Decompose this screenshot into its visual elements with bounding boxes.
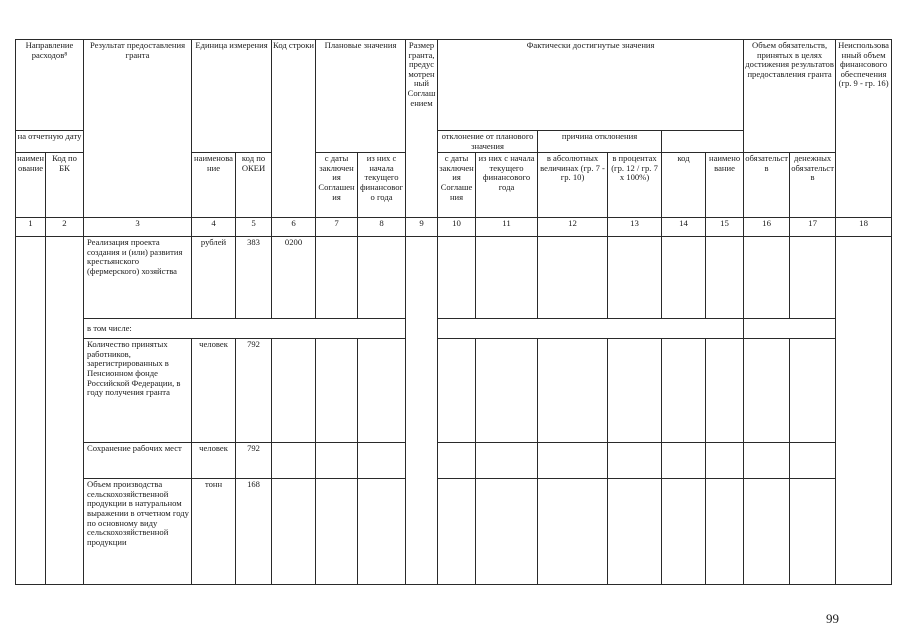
cell-value (706, 237, 744, 319)
cell-value (790, 339, 836, 443)
cell-value (662, 479, 706, 585)
column-number: 3 (84, 218, 192, 237)
cell-okei: 383 (236, 237, 272, 319)
header-fact-iz-nih: из них с начала текущего финансового года (476, 153, 538, 218)
column-number: 12 (538, 218, 608, 237)
cell-result: Реализация проекта создания и (или) развития крестьянского (фермерского) хозяйства (84, 237, 192, 319)
cell-unit: человек (192, 339, 236, 443)
cell-okei: 792 (236, 339, 272, 443)
column-number: 8 (358, 218, 406, 237)
header-kod: код (662, 153, 706, 218)
table-row (16, 443, 892, 479)
cell-line-code (272, 479, 316, 585)
cell-result: Количество принятых работников, зарегистрированных в Пенсионном фонде Российской Федерации, в году получения гранта (84, 339, 192, 443)
cell-unit: тонн (192, 479, 236, 585)
cell-line-code (272, 339, 316, 443)
cell-value (538, 237, 608, 319)
cell-value (662, 237, 706, 319)
cell-value (438, 237, 476, 319)
column-number: 17 (790, 218, 836, 237)
cell-result: Объем производства сельскохозяйственной продукции в натуральном выражении в отчетном году по основному виду сельскохозяйственной продукции (84, 479, 192, 585)
cell-value (706, 339, 744, 443)
cell-value (608, 479, 662, 585)
column-number: 2 (46, 218, 84, 237)
cell-okei: 168 (236, 479, 272, 585)
cell-value (790, 479, 836, 585)
header-row-1 (16, 40, 892, 131)
cell-value (438, 479, 476, 585)
grant-report-table (15, 39, 892, 585)
page-number: 99 (826, 611, 839, 626)
cell-value (608, 339, 662, 443)
cell-value (476, 443, 538, 479)
cell-value (438, 339, 476, 443)
cell-value (744, 479, 790, 585)
cell-empty-span (744, 319, 836, 339)
cell-value (608, 443, 662, 479)
cell-value (438, 443, 476, 479)
header-obem: Объем обязательств, принятых в целях достижения результатов предоставления гранта (744, 40, 836, 153)
header-v-protsentah: в процентах (гр. 12 / гр. 7 x 100%) (608, 153, 662, 218)
column-number: 4 (192, 218, 236, 237)
cell-empty-span (438, 319, 744, 339)
header-naimenovanie-unit: наименование (192, 153, 236, 218)
header-kod-stroki: Код строки (272, 40, 316, 218)
cell-value (662, 339, 706, 443)
cell-line-code (272, 443, 316, 479)
cell-value (538, 339, 608, 443)
header-razmer: Размер гранта, предусмотренный Соглашением (406, 40, 438, 218)
column-number: 13 (608, 218, 662, 237)
header-denezhnyh: денежных обязательств (790, 153, 836, 218)
column-number: 7 (316, 218, 358, 237)
cell-value (538, 443, 608, 479)
cell-grant-size (406, 237, 438, 585)
cell-unused (836, 237, 892, 585)
table-row (16, 339, 892, 443)
cell-value (358, 237, 406, 319)
cell-value (744, 339, 790, 443)
cell-value (744, 237, 790, 319)
header-fakticheski: Фактически достигнутые значения (438, 40, 744, 131)
cell-value (706, 479, 744, 585)
cell-value (662, 443, 706, 479)
cell-line-code: 0200 (272, 237, 316, 319)
cell-result: Сохранение рабочих мест (84, 443, 192, 479)
column-number: 5 (236, 218, 272, 237)
cell-value (316, 443, 358, 479)
cell-value (538, 479, 608, 585)
column-number: 6 (272, 218, 316, 237)
header-plan-s-daty: с даты заключения Соглашения (316, 153, 358, 218)
cell-okei: 792 (236, 443, 272, 479)
header-napravlenie: Направление расходов⁸ (16, 40, 84, 131)
column-number: 15 (706, 218, 744, 237)
cell-value (358, 339, 406, 443)
header-fact-s-daty: с даты заключения Соглашения (438, 153, 476, 218)
column-number: 14 (662, 218, 706, 237)
cell-napravlenie-name (16, 237, 46, 585)
header-otklonenie: отклонение от планового значения (438, 131, 538, 153)
cell-unit: рублей (192, 237, 236, 319)
header-prichina: причина отклонения (538, 131, 662, 153)
cell-value (316, 237, 358, 319)
header-na-otchetnuyu-date: на отчетную дату (16, 131, 84, 153)
table-row (16, 237, 892, 319)
cell-unit: человек (192, 443, 236, 479)
header-naimenovanie-prichina: наименование (706, 153, 744, 218)
header-rezultat: Результат предоставления гранта (84, 40, 192, 218)
header-kod-bk: Код по БК (46, 153, 84, 218)
cell-value (608, 237, 662, 319)
cell-value (790, 237, 836, 319)
cell-value (316, 479, 358, 585)
column-number: 10 (438, 218, 476, 237)
cell-value (476, 339, 538, 443)
column-number: 9 (406, 218, 438, 237)
cell-value (358, 479, 406, 585)
cell-value (476, 479, 538, 585)
column-number: 1 (16, 218, 46, 237)
table-row (16, 479, 892, 585)
header-v-absolyutnyh: в абсолютных величинах (гр. 7 - гр. 10) (538, 153, 608, 218)
header-edinitsa: Единица измерения (192, 40, 272, 153)
column-number: 16 (744, 218, 790, 237)
cell-value (744, 443, 790, 479)
table-row (16, 319, 892, 339)
header-planovye: Плановые значения (316, 40, 406, 153)
cell-including-label: в том числе: (84, 319, 406, 339)
cell-kod-bk (46, 237, 84, 585)
cell-value (476, 237, 538, 319)
cell-value (358, 443, 406, 479)
column-number: 11 (476, 218, 538, 237)
cell-value (316, 339, 358, 443)
header-kod-okei: код по ОКЕИ (236, 153, 272, 218)
cell-value (790, 443, 836, 479)
header-plan-iz-nih: из них с начала текущего финансового года (358, 153, 406, 218)
header-naimenovanie: наименование (16, 153, 46, 218)
column-number-row (16, 218, 892, 237)
cell-value (706, 443, 744, 479)
column-number: 18 (836, 218, 892, 237)
header-obyazatelstv: обязательств (744, 153, 790, 218)
header-neispolz: Неиспользованный объем финансового обеспечения (гр. 9 - гр. 16) (836, 40, 892, 218)
